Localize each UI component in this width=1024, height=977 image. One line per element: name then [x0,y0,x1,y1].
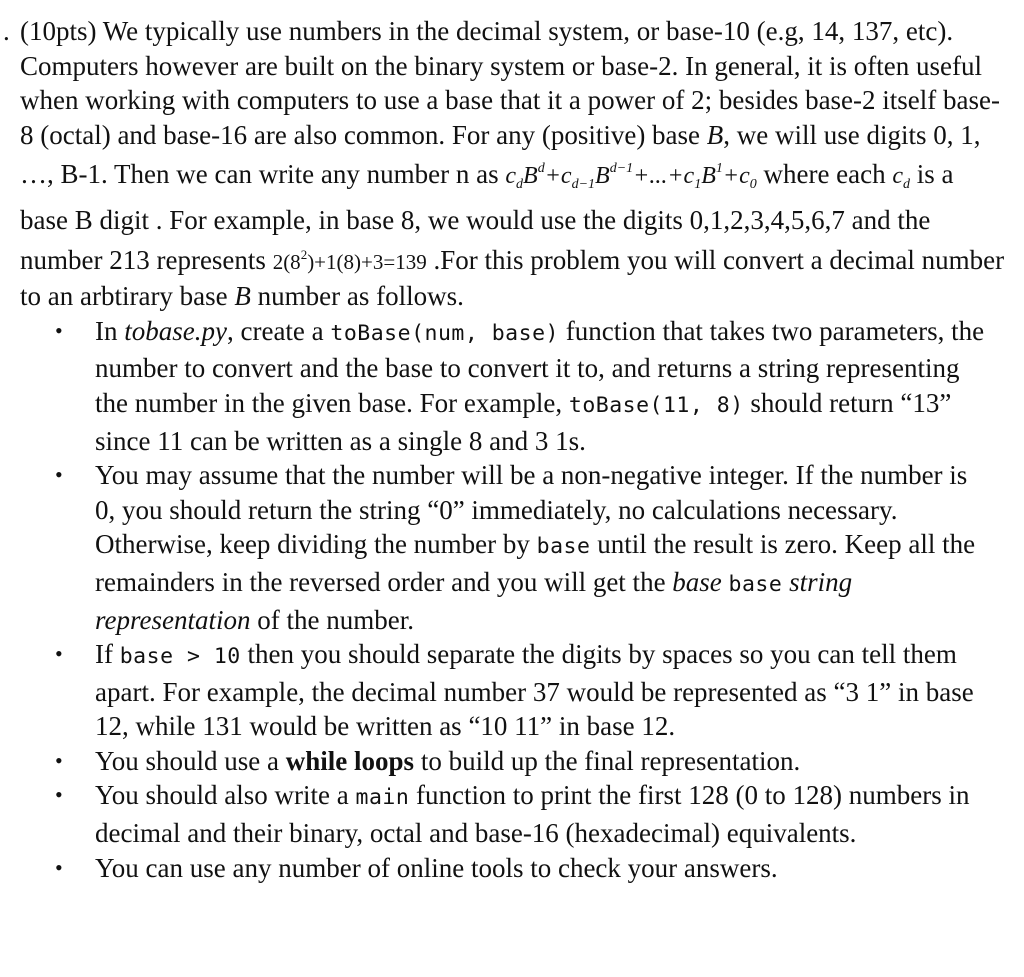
while-loops-emphasis: while loops [285,745,415,776]
list-item: • In tobase.py, create a toBase(num, base) function that takes two parameters, the number to convert and the base to convert it to, and returns a string representing the number in the given base. For example, toBase(11, 8) should return “13” since 11 can be written as a single 8 and 3 1s. [55,315,985,456]
bullet-icon: • [55,782,63,808]
base-variable: B [706,119,724,150]
problem-intro-block [0,14,1024,314]
code-example-call: toBase(11, 8) [568,392,744,418]
code-condition: base > 10 [119,644,241,670]
bullet-icon: • [55,747,63,773]
intro-text-5: .For this problem you will convert a decimal number to an arbtirary base [20,244,1005,312]
list-item: • You can use any number of online tools to check your answers. [0,851,1024,886]
requirements-list [0,314,1024,886]
number-expansion-formula: $c_dB^d+c_{d-1}B^{d-1}+...+c_1B^1+c_0$ [505,161,757,193]
intro-text-4: is a base B digit . For example, in base 8, we would use the digits 0,1,2,3,4,5,6,7 and the number 213 represents [20,159,954,275]
code-base: base [536,534,591,560]
intro-text-1: We typically use numbers in the decimal system, or base-10 (e.g, 14, 137, etc). Computers however are built on the binary system or base-2. In general, it is often useful when working with computers to use a base that it a power of 2; besides base-2 itself base-8 (octal) and base-16 are also common. For any (positive) base [20,16,1000,150]
code-main: main [355,785,410,811]
intro-text-3: where each [756,159,893,190]
digit-symbol: $c_d$ [892,163,911,193]
bullet-icon: • [55,854,63,880]
example-expression: $2(8^2)+1(8)+3=139$ [272,246,427,274]
points-label: (10pts) [20,16,97,46]
list-item: • If base > 10 then you should separate the digits by spaces so you can tell them apart. For example, the decimal number 37 would be represented as “3 1” in base 12, while 131 would be written as “10 11” in base 12. [55,639,974,742]
list-item: • You may assume that the number will be a non-negative integer. If the number is 0, you should return the string “0” immediately, no calculations necessary. Otherwise, keep dividing the number by base until the result is zero. Keep all the remainders in the reversed order and you will get the base base string representation of the number. [55,460,976,635]
code-base-2: base [728,571,783,597]
problem-intro-paragraph [0,14,1024,314]
problem-page [0,14,1024,885]
bullet-icon: • [55,317,63,343]
intro-text-6: number as follows. [250,281,464,312]
bullet-icon: • [55,641,63,667]
filename: tobase.py [124,315,227,346]
base-variable-2: B [234,281,251,312]
list-item: • You should also write a main function to print the first 128 (0 to 128) numbers in decimal and their binary, octal and base-16 (hexadecimal) equivalents. [55,780,970,849]
bullet-icon: • [55,462,63,488]
code-function-signature: toBase(num, base) [330,320,559,346]
intro-text-2: , we will use digits 0, 1, …, B-1. Then we can write any number n as [20,119,981,190]
list-number-marker: . [3,16,10,46]
list-item: • You should use a while loops to build up the final representation. [0,744,1024,779]
